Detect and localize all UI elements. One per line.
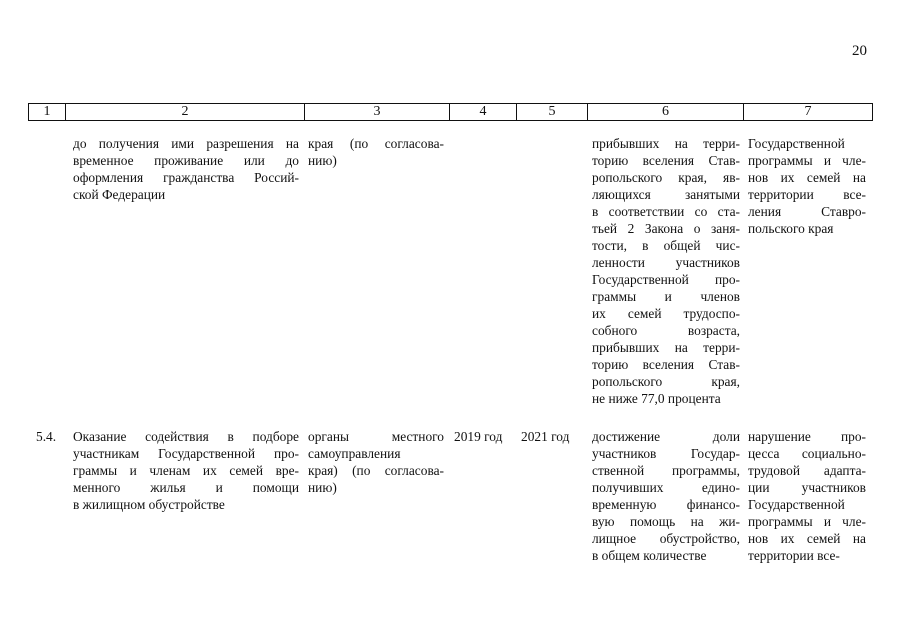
cell-line: ропольского края, xyxy=(592,374,740,389)
cell-line: достижение доли xyxy=(592,429,740,444)
cell-line: нию) xyxy=(308,153,337,168)
header-col-3: 3 xyxy=(305,104,450,121)
cell-line: нов их семей на xyxy=(748,531,866,546)
header-col-5: 5 xyxy=(517,104,588,121)
cell-line: ления Ставро- xyxy=(748,204,866,219)
cell-line: ции участников xyxy=(748,480,866,495)
page-number: 20 xyxy=(852,43,867,59)
row-2-number: 5.4. xyxy=(36,429,57,444)
cell-line: Государственной про- xyxy=(592,272,740,287)
cell-line: вую помощь на жи- xyxy=(592,514,740,529)
cell-line: Оказание содействия в подборе xyxy=(73,429,299,444)
cell-line: в соответствии со ста- xyxy=(592,204,740,219)
cell-line: территории все- xyxy=(748,187,866,202)
column-number-header xyxy=(28,103,873,121)
row-1-activity xyxy=(73,135,299,203)
cell-line: получивших едино- xyxy=(592,480,740,495)
cell-line: граммы и членам их семей вре- xyxy=(73,463,299,478)
cell-line: края) (по согласова- xyxy=(308,463,444,478)
row-1-executor xyxy=(308,135,444,169)
cell-line: торию вселения Став- xyxy=(592,357,740,372)
cell-line: до получения ими разрешения на xyxy=(73,136,299,151)
row-1-consequences xyxy=(748,135,866,237)
cell-line: не ниже 77,0 процента xyxy=(592,391,721,406)
cell-line: Государственной xyxy=(748,136,845,151)
cell-line: цесса социально- xyxy=(748,446,866,461)
cell-line: трудовой адапта- xyxy=(748,463,866,478)
row-1-indicator xyxy=(592,135,740,407)
cell-line: нов их семей на xyxy=(748,170,866,185)
cell-line: нарушение про- xyxy=(748,429,866,444)
cell-line: прибывших на терри- xyxy=(592,340,740,355)
cell-line: оформления гражданства Россий- xyxy=(73,170,299,185)
cell-line: собного возраста, xyxy=(592,323,740,338)
cell-line: ляющихся занятыми xyxy=(592,187,740,202)
cell-line: органы местного xyxy=(308,429,444,444)
row-2-consequences xyxy=(748,428,866,564)
cell-line: лищное обустройство, xyxy=(592,531,740,546)
header-col-2: 2 xyxy=(66,104,305,121)
cell-line: участникам Государственной про- xyxy=(73,446,299,461)
cell-line: временную финансо- xyxy=(592,497,740,512)
header-col-1: 1 xyxy=(29,104,66,121)
row-2-executor xyxy=(308,428,444,496)
row-2-start-year xyxy=(454,428,514,445)
header-col-7: 7 xyxy=(744,104,873,121)
cell-line: программы и чле- xyxy=(748,514,866,529)
cell-line: территории все- xyxy=(748,548,840,563)
cell-line: в жилищном обустройстве xyxy=(73,497,225,512)
cell-line: 2019 год xyxy=(454,429,503,444)
cell-line: прибывших на терри- xyxy=(592,136,740,151)
cell-line: ропольского края, яв- xyxy=(592,170,740,185)
cell-line: ленности участников xyxy=(592,255,740,270)
header-col-4: 4 xyxy=(450,104,517,121)
cell-line: в общем количестве xyxy=(592,548,707,563)
row-2-end-year xyxy=(521,428,583,445)
cell-line: граммы и членов xyxy=(592,289,740,304)
cell-line: тости, в общей чис- xyxy=(592,238,740,253)
cell-line: программы и чле- xyxy=(748,153,866,168)
cell-line: тьей 2 Закона о заня- xyxy=(592,221,740,236)
row-2-activity xyxy=(73,428,299,513)
cell-line: польского края xyxy=(748,221,834,236)
cell-line: ственной программы, xyxy=(592,463,740,478)
cell-line: нию) xyxy=(308,480,337,495)
cell-line: края (по согласова- xyxy=(308,136,444,151)
cell-line: участников Государ- xyxy=(592,446,740,461)
cell-line: торию вселения Став- xyxy=(592,153,740,168)
cell-line: менного жилья и помощи xyxy=(73,480,299,495)
cell-line: их семей трудоспо- xyxy=(592,306,740,321)
cell-line: Государственной xyxy=(748,497,845,512)
cell-line: временное проживание или до xyxy=(73,153,299,168)
cell-line: самоуправления xyxy=(308,446,401,461)
cell-line: 2021 год xyxy=(521,429,570,444)
row-2-indicator xyxy=(592,428,740,564)
header-col-6: 6 xyxy=(588,104,744,121)
cell-line: ской Федерации xyxy=(73,187,166,202)
